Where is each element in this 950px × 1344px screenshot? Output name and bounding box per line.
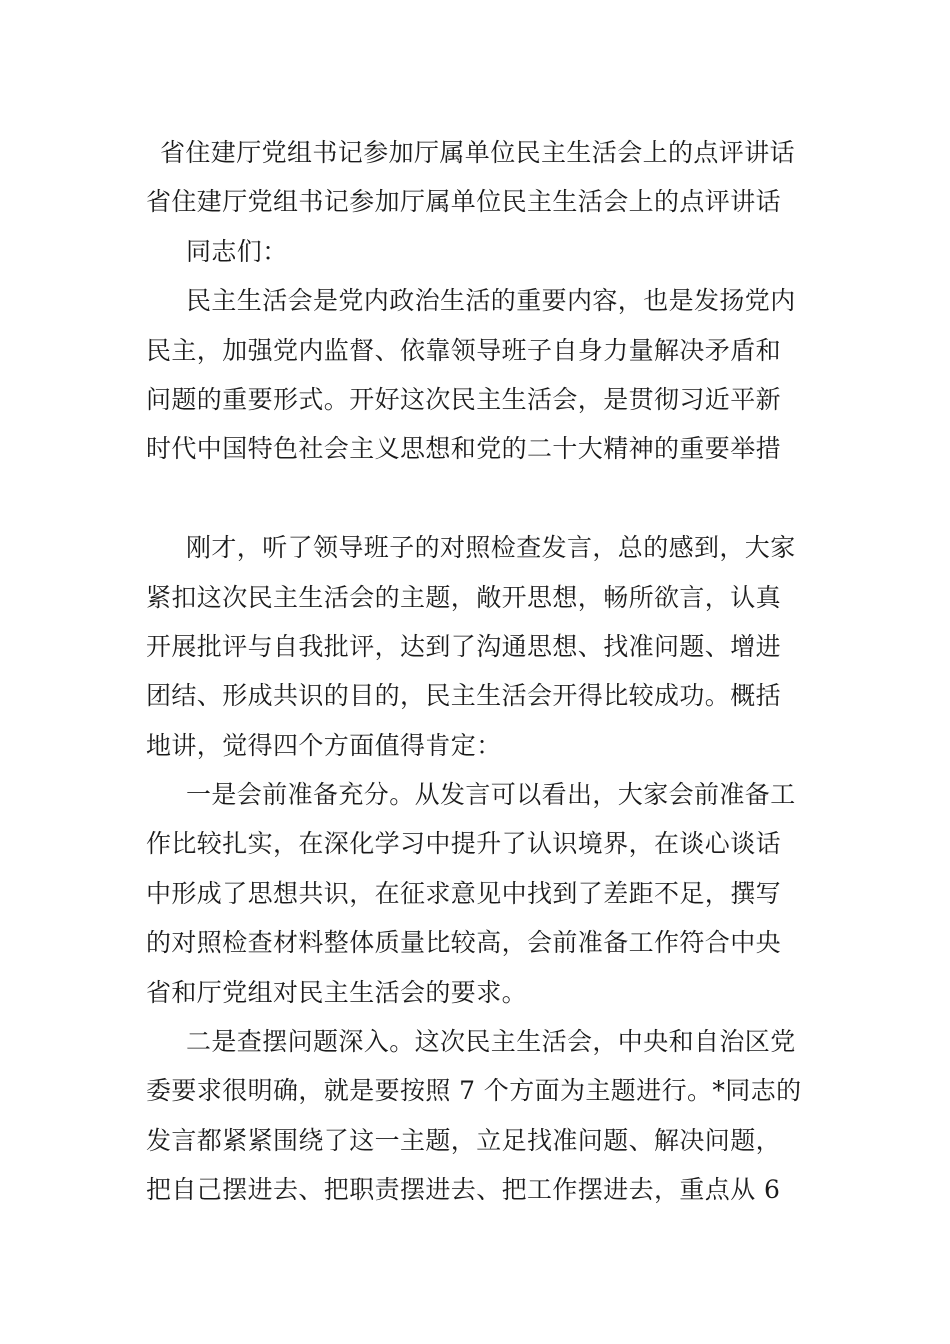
paragraph-1 (146, 276, 810, 474)
blank-line (146, 474, 810, 523)
paragraph-line: 省和厅党组对民主生活会的要求。 (146, 977, 528, 1007)
document-body (146, 128, 810, 1215)
paragraph-line: 一是会前准备充分。从发言可以看出，大家会前准备工 (186, 780, 796, 810)
paragraph-4 (146, 1017, 810, 1215)
document-title: 省住建厅党组书记参加厅属单位民主生活会上的点评讲话 (160, 138, 796, 167)
paragraph-line: 紧扣这次民主生活会的主题，敞开思想，畅所欲言，认真 (146, 582, 782, 612)
paragraph-line: 把自己摆进去、把职责摆进去、把工作摆进去，重点从 6 (146, 1175, 781, 1205)
paragraph-line: 中形成了思想共识，在征求意见中找到了差距不足，撰写 (146, 878, 782, 908)
paragraph-line: 开展批评与自我批评，达到了沟通思想、找准问题、增进 (146, 631, 782, 661)
document-title-repeat: 省住建厅党组书记参加厅属单位民主生活会上的点评讲话 (146, 187, 782, 217)
paragraph-line: 地讲，觉得四个方面值得肯定： (146, 730, 502, 760)
paragraph-line: 团结、形成共识的目的，民主生活会开得比较成功。概括 (146, 681, 782, 711)
paragraph-line: 刚才，听了领导班子的对照检查发言，总的感到，大家 (186, 533, 796, 563)
paragraph-line: 时代中国特色社会主义思想和党的二十大精神的重要举措 (146, 434, 782, 464)
paragraph-line: 二是查摆问题深入。这次民主生活会，中央和自治区党 (186, 1027, 796, 1057)
paragraph-3 (146, 770, 810, 1017)
paragraph-line: 委要求很明确，就是要按照 7 个方面为主题进行。*同志的 (146, 1076, 802, 1106)
paragraph-line: 作比较扎实，在深化学习中提升了认识境界，在谈心谈话 (146, 829, 782, 859)
paragraph-line: 民主，加强党内监督、依靠领导班子自身力量解决矛盾和 (146, 335, 782, 365)
paragraph-line: 民主生活会是党内政治生活的重要内容，也是发扬党内 (186, 286, 796, 316)
paragraph-line: 发言都紧紧围绕了这一主题，立足找准问题、解决问题， (146, 1125, 782, 1155)
paragraph-2 (146, 523, 810, 770)
paragraph-line: 的对照检查材料整体质量比较高，会前准备工作符合中央 (146, 928, 782, 958)
paragraph-line: 问题的重要形式。开好这次民主生活会，是贯彻习近平新 (146, 384, 782, 414)
salutation: 同志们： (186, 236, 288, 266)
